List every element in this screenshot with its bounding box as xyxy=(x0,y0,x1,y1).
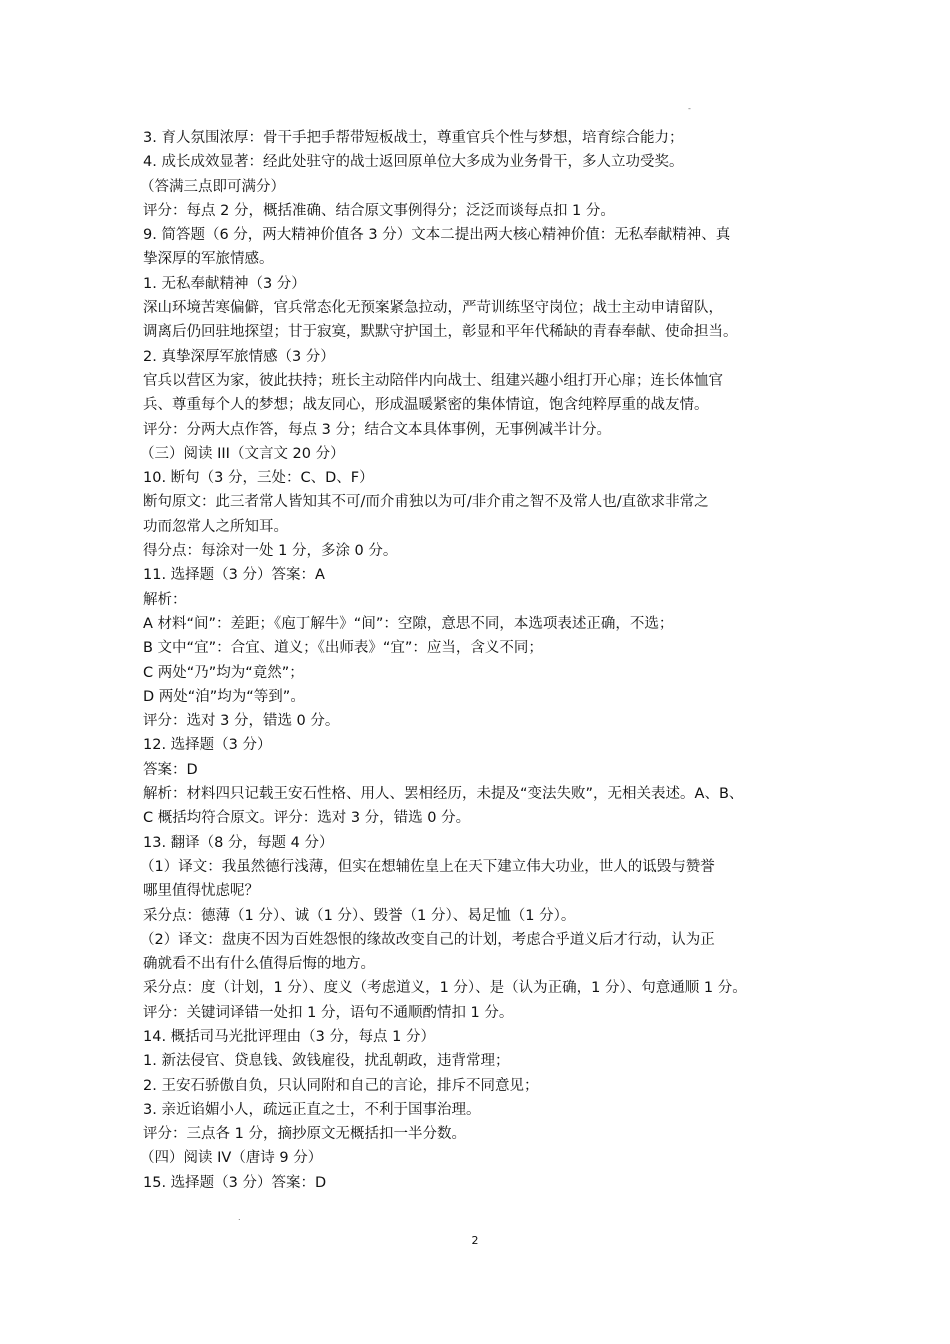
text-line: 解析： xyxy=(143,591,187,608)
text-line: 评分：三点各 1 分，摘抄原文无概括扣一半分数。 xyxy=(143,1126,466,1143)
text-line: 深山环境苦寒偏僻，官兵常态化无预案紧急拉动，严苛训练坚守岗位；战士主动申请留队， xyxy=(143,300,723,317)
text-line: 12. 选择题（3 分） xyxy=(143,737,272,754)
text-line: （2）译文：盘庚不因为百姓怨恨的缘故改变自己的计划，考虑合乎道义后才行动，认为正 xyxy=(140,931,715,948)
text-line: C 概括均符合原文。评分：选对 3 分，错选 0 分。 xyxy=(143,810,471,827)
text-line: 确就看不出有什么值得后悔的地方。 xyxy=(143,956,375,973)
text-line: 2. 真挚深厚军旅情感（3 分） xyxy=(143,348,335,365)
page-number: 2 xyxy=(471,1234,479,1247)
text-line: 9. 简答题（6 分，两大精神价值各 3 分）文本二提出两大核心精神价值：无私奉献精神、真 xyxy=(143,227,731,244)
text-line: 1. 新法侵官、贷息钱、敛钱雇役，扰乱朝政，违背常理； xyxy=(143,1053,510,1070)
text-line: 2. 王安石骄傲自负，只认同附和自己的言论，排斥不同意见； xyxy=(143,1077,539,1094)
text-line: 3. 育人氛围浓厚：骨干手把手帮带短板战士，尊重官兵个性与梦想，培育综合能力； xyxy=(143,130,684,146)
text-line: 10. 断句（3 分，三处：C、D、F） xyxy=(143,470,374,487)
text-line: 评分：分两大点作答，每点 3 分；结合文本具体事例，无事例减半计分。 xyxy=(143,421,611,438)
text-line: 3. 亲近谄媚小人，疏远正直之士，不利于国事治理。 xyxy=(143,1101,481,1118)
text-line: （三）阅读 III（文言文 20 分） xyxy=(140,445,345,462)
text-line: 挚深厚的军旅情感。 xyxy=(143,251,274,268)
text-line: B 文中“宜”：合宜、道义；《出师表》“宜”：应当，含义不同； xyxy=(143,640,543,657)
text-line: 4. 成长成效显著：经此处驻守的战士返回原单位大多成为业务骨干，多人立功受奖。 xyxy=(143,154,684,171)
text-line: （四）阅读 IV（唐诗 9 分） xyxy=(140,1150,323,1167)
text-line: 评分：每点 2 分，概括准确、结合原文事例得分；泛泛而谈每点扣 1 分。 xyxy=(143,202,615,219)
text-line: 哪里值得忧虑呢？ xyxy=(143,883,259,900)
text-line: 官兵以营区为家，彼此扶持；班长主动陪伴内向战士、组建兴趣小组打开心扉；连长体恤官 xyxy=(143,372,723,389)
document-body xyxy=(140,126,823,1195)
bottom-mark: . xyxy=(238,1213,241,1222)
text-line: A 材料“间”：差距；《庖丁解牛》“间”：空隙，意思不同，本选项表述正确，不选； xyxy=(143,615,674,632)
text-line: 11. 选择题（3 分）答案：A xyxy=(143,567,325,584)
text-line: 答案：D xyxy=(143,761,198,778)
text-line: 解析：材料四只记载王安石性格、用人、罢相经历，未提及“变法失败”，无相关表述。A、B、 xyxy=(143,786,744,803)
text-line: 调离后仍回驻地探望；甘于寂寞，默默守护国土，彰显和平年代稀缺的青春奉献、使命担当。 xyxy=(143,324,738,341)
text-line: 评分：关键词译错一处扣 1 分，语句不通顺酌情扣 1 分。 xyxy=(143,1004,514,1021)
text-line: 14. 概括司马光批评理由（3 分，每点 1 分） xyxy=(143,1028,435,1045)
text-line: （答满三点即可满分） xyxy=(140,178,285,195)
text-line: 采分点：度（计划，1 分）、度义（考虑道义，1 分）、是（认为正确，1 分）、句意通顺 1 分。 xyxy=(143,980,747,997)
top-mark: - xyxy=(688,104,691,113)
text-line: 15. 选择题（3 分）答案：D xyxy=(143,1174,327,1191)
text-line: 1. 无私奉献精神（3 分） xyxy=(143,275,306,292)
text-line: 断句原文：此三者常人皆知其不可/而介甫独以为可/非介甫之智不及常人也/直欲求非常之 xyxy=(143,494,709,511)
text-line: （1）译文：我虽然德行浅薄，但实在想辅佐皇上在天下建立伟大功业，世人的诋毁与赞誉 xyxy=(140,858,715,875)
text-line: D 两处“洎”均为“等到”。 xyxy=(143,688,305,705)
text-line: C 两处“乃”均为“竟然”； xyxy=(143,664,304,681)
text-line: 得分点：每涂对一处 1 分，多涂 0 分。 xyxy=(143,543,398,560)
text-line: 13. 翻译（8 分，每题 4 分） xyxy=(143,834,334,851)
text-line: 采分点：德薄（1 分）、诚（1 分）、毁誉（1 分）、曷足恤（1 分）。 xyxy=(143,907,576,924)
text-line: 评分：选对 3 分，错选 0 分。 xyxy=(143,713,340,730)
text-line: 兵、尊重每个人的梦想；战友同心，形成温暖紧密的集体情谊，饱含纯粹厚重的战友情。 xyxy=(143,397,709,414)
text-line: 功而忽常人之所知耳。 xyxy=(143,518,288,535)
